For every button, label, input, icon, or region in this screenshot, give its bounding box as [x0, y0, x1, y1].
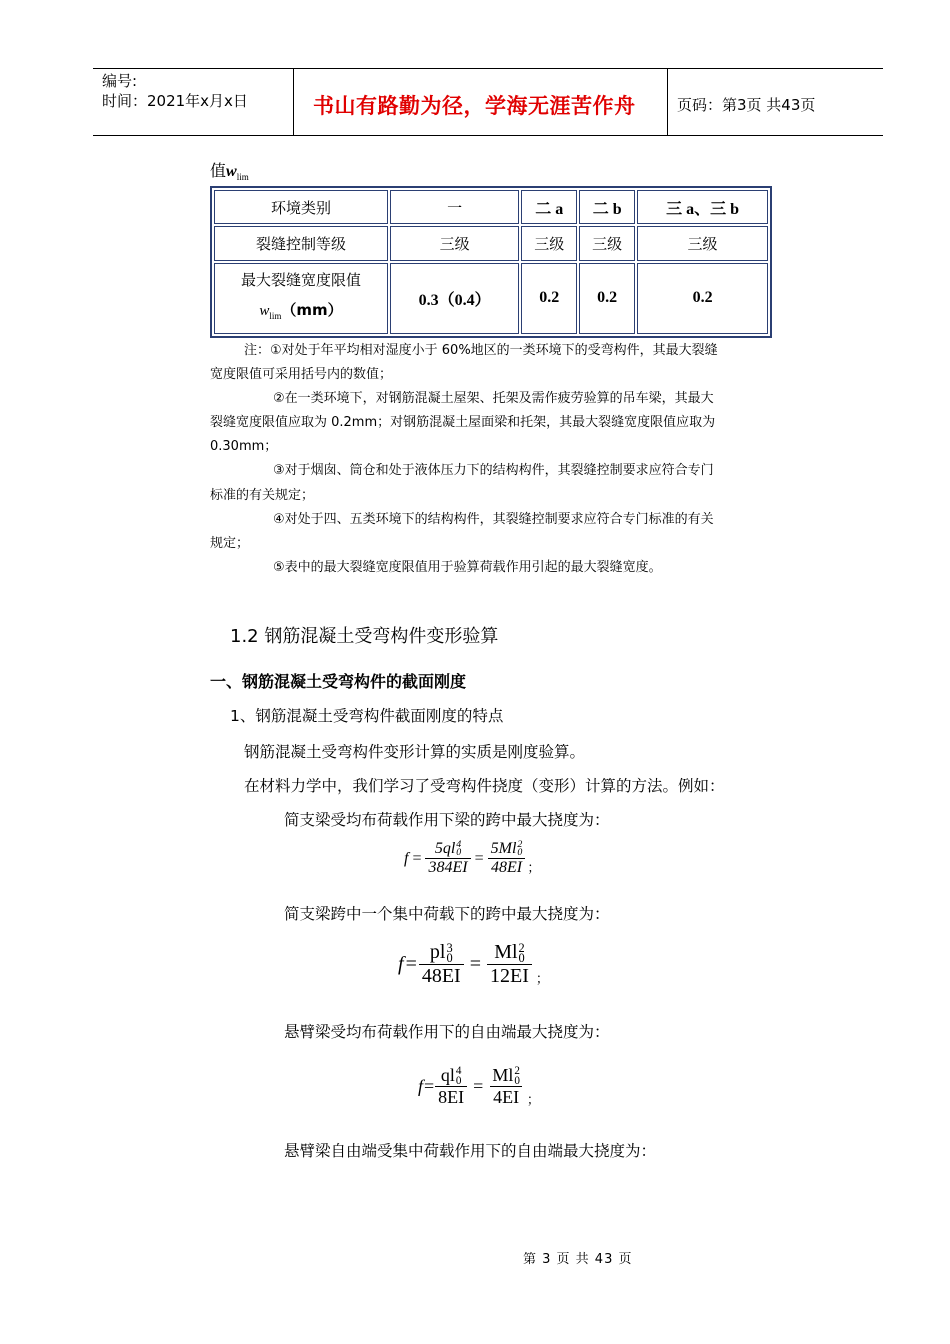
note-line: ③对于烟囱、筒仓和处于液体压力下的结构构件，其裂缝控制要求应符合专门	[273, 463, 714, 478]
cell-label-line: 最大裂缝宽度限值	[240, 271, 361, 290]
superscript: 3	[446, 940, 453, 955]
formula-equals: =	[412, 849, 422, 867]
cell-label-symbol-line	[215, 295, 387, 331]
table-cell: 0.3（0.4）	[390, 263, 519, 334]
paragraph: 简支梁受均布荷载作用下梁的跨中最大挠度为：	[284, 811, 610, 829]
formula-fraction	[488, 840, 526, 877]
caption-symbol-sub: lim	[236, 172, 249, 183]
table-cell: 0.2	[521, 263, 577, 334]
table-cell: 裂缝控制等级	[214, 226, 388, 260]
page-footer: 第 3 页 共 43 页	[523, 1252, 633, 1267]
note-line: 裂缝宽度限值应取为 0.2mm；对钢筋混凝土屋面梁和托架，其最大裂缝宽度限值应取为	[210, 415, 716, 430]
formula-denominator: 384EI	[425, 858, 470, 877]
formula-numerator	[427, 941, 456, 964]
table-cell: 一	[390, 190, 519, 224]
formula-denominator: 4EI	[490, 1086, 522, 1108]
formula-numerator	[491, 941, 528, 964]
formula-fraction	[435, 1065, 467, 1108]
formula-equals: =	[474, 849, 484, 867]
script-pair	[517, 838, 523, 859]
formula-equals: =	[473, 1076, 484, 1097]
note-line: 规定；	[210, 536, 250, 551]
paragraph: 钢筋混凝土受弯构件变形计算的实质是刚度验算。	[244, 743, 586, 761]
table-cell: 二 b	[579, 190, 635, 224]
script-pair	[456, 1067, 462, 1086]
table-cell: 0.2	[579, 263, 635, 334]
formula-equals: =	[424, 1076, 435, 1097]
note-line: 注：①对处于年平均相对湿度小于 60%地区的一类环境下的受弯构件，其最大裂缝	[244, 343, 718, 358]
header-motto: 书山有路勤为径，学海无涯苦作舟	[313, 94, 636, 118]
header-divider	[293, 68, 294, 136]
deflection-formula-3	[418, 1065, 540, 1108]
formula-denominator: 48EI	[488, 858, 525, 877]
table-cell: 三级	[579, 226, 635, 260]
table-caption-tail	[210, 158, 249, 182]
table-cell: 二 a	[521, 190, 577, 224]
paragraph: 悬臂梁受均布荷载作用下的自由端最大挠度为：	[284, 1023, 610, 1041]
formula-fraction	[419, 941, 464, 988]
formula-tail: ；	[527, 861, 541, 876]
script-pair	[514, 1067, 520, 1086]
formula-tail: ；	[535, 972, 549, 987]
table-row	[214, 226, 768, 260]
superscript: 2	[514, 1065, 520, 1078]
superscript: 4	[456, 838, 462, 850]
formula-fraction	[489, 1065, 523, 1108]
script-pair	[518, 940, 525, 966]
numerator-text: Ml	[492, 1065, 514, 1085]
table-cell: 三级	[521, 226, 577, 260]
deflection-formula-1	[404, 840, 540, 877]
doc-time-label: 时间：2021年x月x日	[102, 92, 248, 110]
table-cell: 环境类别	[214, 190, 388, 224]
formula-numerator	[489, 1065, 523, 1086]
formula-equals: =	[405, 953, 417, 975]
formula-numerator	[432, 840, 464, 858]
table-row	[214, 190, 768, 224]
script-pair	[456, 838, 462, 859]
paragraph: 在材料力学中，我们学习了受弯构件挠度（变形）计算的方法。例如：	[244, 777, 725, 795]
cell-symbol-sub: lim	[269, 311, 282, 322]
formula-lhs: f	[398, 953, 404, 975]
formula-tail: ；	[526, 1093, 540, 1109]
doc-code-label: 编号:	[102, 72, 138, 90]
subscript: 0	[455, 1074, 462, 1087]
subscript: 0	[518, 951, 525, 966]
formula-lhs: f	[404, 849, 409, 867]
formula-numerator	[488, 840, 526, 858]
formula-equals: =	[469, 953, 482, 975]
caption-symbol: w	[226, 163, 237, 180]
paragraph: 悬臂梁自由端受集中荷载作用下的自由端最大挠度为：	[284, 1142, 657, 1160]
formula-denominator: 12EI	[487, 964, 532, 988]
subscript: 0	[514, 1074, 520, 1087]
table-cell: 0.2	[637, 263, 768, 334]
cell-symbol: w	[259, 303, 270, 320]
deflection-formula-2	[398, 941, 549, 988]
table-cell: 三级	[637, 226, 768, 260]
subscript: 0	[446, 951, 453, 966]
formula-fraction	[425, 840, 470, 877]
table-row	[214, 263, 768, 334]
note-line: ②在一类环境下，对钢筋混凝土屋架、托架及需作疲劳验算的吊车梁，其最大	[273, 391, 714, 406]
header-top-rule	[93, 68, 883, 69]
header-divider	[667, 68, 668, 136]
cell-unit: （mm）	[281, 301, 343, 320]
table-cell: 三级	[390, 226, 519, 260]
formula-fraction	[487, 941, 532, 988]
note-line: ⑤表中的最大裂缝宽度限值用于验算荷载作用引起的最大裂缝宽度。	[273, 560, 662, 575]
table-cell	[214, 263, 388, 334]
superscript: 2	[518, 940, 525, 955]
note-line: 宽度限值可采用括号内的数值；	[210, 367, 393, 382]
numerator-text: ql	[440, 1065, 455, 1085]
subscript: 0	[517, 847, 523, 859]
numerator-text: Ml	[494, 941, 518, 963]
table-cell: 三 a、三 b	[637, 190, 768, 224]
note-line: 0.30mm；	[210, 439, 278, 454]
numerator-text: pl	[429, 941, 446, 963]
formula-numerator	[438, 1065, 465, 1086]
paragraph: 简支梁跨中一个集中荷载下的跨中最大挠度为：	[284, 905, 610, 923]
superscript: 4	[455, 1065, 462, 1078]
header-page-info: 页码：第3页 共43页	[677, 96, 816, 114]
formula-denominator: 48EI	[419, 964, 464, 988]
formula-denominator: 8EI	[435, 1086, 467, 1108]
crack-width-table	[210, 186, 772, 338]
superscript: 2	[517, 838, 523, 850]
section-heading: 1.2 钢筋混凝土受弯构件变形验算	[230, 626, 499, 647]
note-line: ④对处于四、五类环境下的结构构件，其裂缝控制要求应符合专门标准的有关	[273, 512, 714, 527]
numerator-text: 5ql	[434, 840, 456, 857]
header-bottom-rule	[93, 135, 883, 136]
caption-text: 值	[210, 161, 227, 180]
note-line: 标准的有关规定；	[210, 488, 315, 503]
formula-lhs: f	[418, 1076, 424, 1097]
subscript: 0	[456, 847, 462, 859]
script-pair	[446, 940, 453, 966]
numerator-text: 5Ml	[490, 840, 517, 857]
subsubsection-heading: 1、钢筋混凝土受弯构件截面刚度的特点	[230, 707, 504, 725]
subsection-heading: 一、钢筋混凝土受弯构件的截面刚度	[210, 672, 467, 691]
